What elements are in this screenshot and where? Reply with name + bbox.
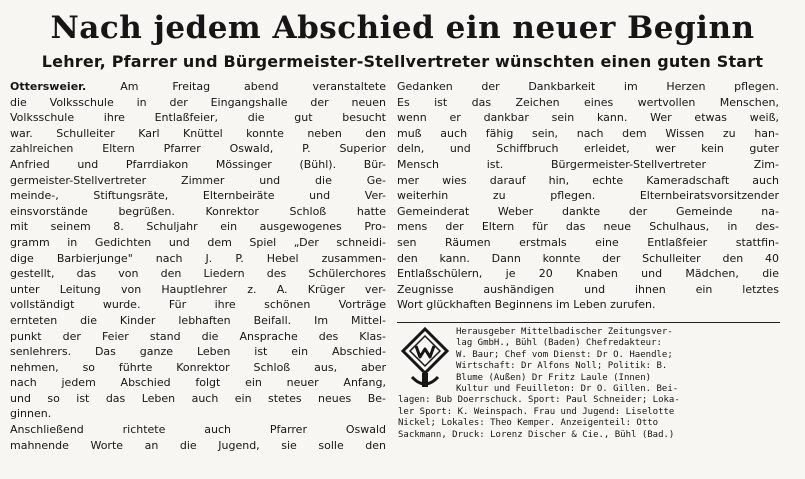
headline: Nach jedem Abschied ein neuer Beginn: [50, 10, 755, 46]
imprint-line: Wirtschaft: Dr Alfons Noll; Politik: B.: [456, 361, 668, 372]
imprint-line: Sackmann, Druck: Lorenz Discher & Cie., Bühl (Bad.): [398, 429, 675, 440]
text-line: punkt der Feier stand die Ansprache des Klas-: [10, 329, 386, 343]
text-line: einsvorstände begrüßen. Konrektor Schloß hatte: [10, 204, 386, 218]
text-line: vollständigt wurde. Für ihre schönen Vorträge: [10, 298, 386, 312]
text-line-remainder: Am Freitag abend veranstaltete: [120, 80, 386, 93]
imprint-line: Nickel; Lokales: Theo Kemper. Anzeigenteil: Otto: [398, 418, 659, 429]
imprint-divider: [397, 322, 780, 323]
text-line: mahnende Worte an die Jugend, sie solle den: [10, 438, 386, 452]
imprint-line: ler Sport: K. Weinspach. Frau und Jugend: Liselotte: [398, 406, 675, 417]
text-line: mit seinem 8. Schuljahr ein ausgewogenes Pro-: [10, 220, 386, 234]
text-line: dige Barbierjunge" nach J. P. Hebel zusammen-: [10, 251, 386, 265]
text-line: gestellt, das von den Liedern des Schülerchores: [10, 267, 386, 281]
text-line: Mensch ist. Bürgermeister-Stellvertreter Zim-: [397, 157, 779, 171]
text-line: [10, 79, 386, 95]
text-line: meinde-, Stiftungsräte, Elternbeiräte und Ver-: [10, 189, 386, 203]
text-line: Gedanken der Dankbarkeit im Herzen pflegen.: [397, 80, 779, 93]
text-line: mens der Eltern für das neue Schulhaus, in des-: [397, 220, 779, 234]
imprint-line: W. Baur; Chef vom Dienst: Dr O. Haendle;: [456, 349, 673, 360]
text-line: ernteten die Kinder lebhaften Beifall. Im Mittel-: [10, 313, 386, 327]
text-line: wenn er dankbar sein kann. Wer etwas weiß,: [397, 111, 779, 125]
text-line: und so ist das Leben auch ein stetes neues Be-: [10, 391, 386, 405]
text-line: gramm in Gedichten und dem Spiel „Der schneidi-: [10, 235, 386, 249]
text-line: Entlaßschülern, je 20 Knaben und Mädchen, die: [397, 267, 779, 281]
imprint-line: lagen: Bub Doerrschuck. Sport: Paul Schneider; Loka-: [398, 395, 680, 406]
subheadline: Lehrer, Pfarrer und Bürgermeister-Stellvertreter wünschten einen guten Start: [41, 52, 764, 71]
imprint-line: Kultur und Feuilleton: Dr O. Gillen. Bei-: [456, 384, 679, 395]
text-line: Zeugnisse aushändigen und ihnen ein letztes: [397, 282, 779, 296]
text-line: ginnen.: [10, 407, 52, 421]
article-column-left: [10, 79, 386, 453]
imprint-line: Herausgeber Mittelbadischer Zeitungsver-: [456, 327, 673, 337]
text-line: war. Schulleiter Karl Knüttel konnte neben den: [10, 126, 386, 140]
text-line: weiterhin zu pflegen. Elternbeiratsvorsitzender: [397, 189, 779, 203]
text-line: nach jedem Abschied folgt ein neuer Anfang,: [10, 376, 386, 390]
publisher-emblem-icon: [400, 327, 450, 393]
text-line: Gemeinderat Weber dankte der Gemeinde na-: [397, 204, 779, 218]
text-line: nehmen, so führte Konrektor Schloß aus, aber: [10, 360, 386, 374]
text-line: germeister-Stellvertreter Zimmer und die Ge-: [10, 173, 386, 187]
text-line: Anfried und Pfarrdiakon Mössinger (Bühl). Bür-: [10, 157, 386, 171]
text-line: Volksschule ihre Entlaßfeier, die gut besucht: [10, 111, 386, 125]
text-line: Wort glückhaften Beginnens im Leben zurufen.: [397, 298, 656, 312]
text-line: Es ist das Zeichen eines wertvollen Menschen,: [397, 95, 779, 109]
imprint-block: [398, 327, 780, 441]
text-line: senlehrers. Das ganze Leben ist ein Abschied-: [10, 345, 386, 359]
text-line: den kann. Dann konnte der Schulleiter den 40: [397, 251, 779, 265]
text-line: mer wies darauf hin, echte Kameradschaft auch: [397, 173, 779, 187]
dateline: Ottersweier.: [10, 80, 87, 93]
text-line: muß auch fähig sein, nach dem Wissen zu han-: [397, 126, 779, 140]
imprint-line: lag GmbH., Bühl (Baden) Chefredakteur:: [456, 338, 662, 349]
text-line: die Volksschule in der Eingangshalle der neuen: [10, 95, 386, 109]
imprint-line: Blume (Außen) Dr Fritz Laule (Innen): [456, 372, 652, 383]
text-line: Anschließend richtete auch Pfarrer Oswald: [10, 423, 386, 437]
text-line: sen Räumen erstmals eine Entlaßfeier stattfin-: [397, 235, 779, 249]
text-line: unter Leitung von Hauptlehrer z. A. Krüger ver-: [10, 282, 386, 296]
article-column-right: [397, 79, 779, 313]
text-line: zahlreichen Eltern Pfarrer Oswald, P. Superior: [10, 142, 386, 156]
text-line: deln, und Schiffbruch erleidet, wer kein guter: [397, 142, 779, 156]
